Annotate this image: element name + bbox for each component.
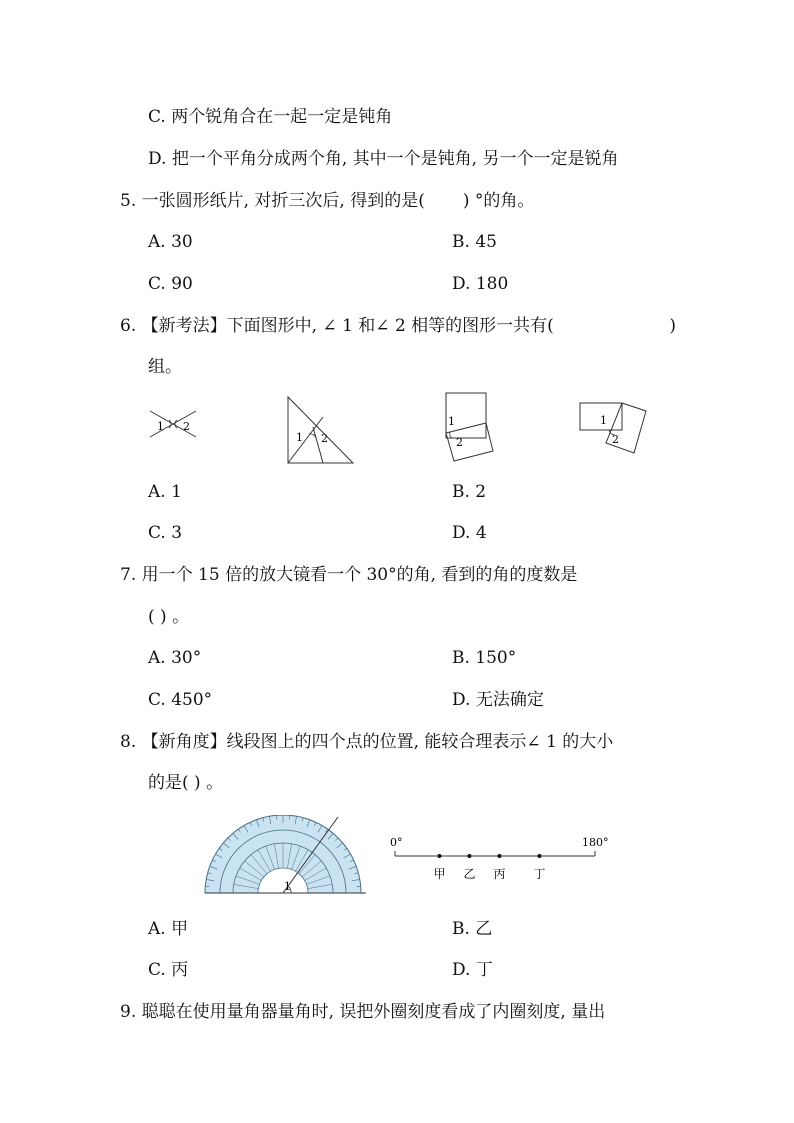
q6-figures — [148, 385, 688, 465]
q6-fig1-label-2: 2 — [183, 420, 190, 433]
q6-figure-2 — [288, 397, 353, 463]
q6-option-d[interactable]: D. 4 — [452, 523, 487, 543]
q6-fig3-label-1: 1 — [448, 415, 455, 428]
q8-option-c[interactable]: C. 丙 — [148, 960, 189, 980]
scale-point-label-4: 丁 — [533, 867, 546, 881]
q7-option-d[interactable]: D. 无法确定 — [452, 690, 544, 710]
q5-stem-start: 5. 一张圆形纸片, 对折三次后, 得到的是( — [120, 191, 425, 211]
q6-fig3-label-2: 2 — [456, 436, 463, 449]
q8-option-d[interactable]: D. 丁 — [452, 960, 493, 980]
q5-stem-end: ) °的角。 — [462, 191, 535, 211]
q5-option-a[interactable]: A. 30 — [148, 232, 193, 252]
q8-protractor — [200, 815, 370, 897]
scale-point-2 — [467, 854, 471, 858]
q5-option-b[interactable]: B. 45 — [452, 232, 497, 252]
q6-option-c[interactable]: C. 3 — [148, 523, 183, 543]
q8-stem: 8. 【新角度】线段图上的四个点的位置, 能较合理表示∠ 1 的大小 — [120, 732, 614, 752]
q6-figure-4 — [580, 403, 646, 453]
scale-point-label-1: 甲 — [433, 867, 446, 881]
scale-point-4 — [537, 854, 541, 858]
q5-stem — [120, 191, 534, 211]
q7-option-c[interactable]: C. 450° — [148, 690, 213, 710]
q6-stem-close-paren: ) — [669, 316, 676, 336]
protractor-angle-label: 1 — [284, 880, 291, 893]
q4-option-d: D. 把一个平角分成两个角, 其中一个是钝角, 另一个一定是锐角 — [148, 149, 619, 169]
q6-figure-1 — [150, 411, 196, 437]
scale-start-label: 0° — [390, 836, 403, 849]
q7-stem-cont: ( ) 。 — [148, 607, 190, 627]
q6-stem-start: 6. 【新考法】下面图形中, ∠ 1 和∠ 2 相等的图形一共有( — [120, 316, 554, 336]
q5-option-d[interactable]: D. 180 — [452, 274, 509, 294]
q6-fig4-label-2: 2 — [612, 433, 619, 446]
scale-point-label-3: 丙 — [493, 867, 506, 881]
q6-fig2-label-1: 1 — [296, 431, 303, 444]
scale-end-label: 180° — [582, 836, 609, 849]
q9-stem: 9. 聪聪在使用量角器量角时, 误把外圈刻度看成了内圈刻度, 量出 — [120, 1002, 606, 1022]
q6-fig4-label-1: 1 — [600, 414, 607, 427]
q6-stem-cont: 组。 — [148, 357, 182, 377]
q4-option-c: C. 两个锐角合在一起一定是钝角 — [148, 107, 393, 127]
q7-stem: 7. 用一个 15 倍的放大镜看一个 30°的角, 看到的角的度数是 — [120, 565, 578, 585]
q8-scale — [385, 832, 625, 887]
q5-option-c[interactable]: C. 90 — [148, 274, 193, 294]
q7-option-b[interactable]: B. 150° — [452, 648, 517, 668]
q8-stem-cont: 的是( ) 。 — [148, 773, 224, 793]
q6-option-b[interactable]: B. 2 — [452, 482, 487, 502]
q7-option-a[interactable]: A. 30° — [148, 648, 202, 668]
q6-fig1-label-1: 1 — [157, 420, 164, 433]
q8-option-a[interactable]: A. 甲 — [148, 919, 189, 939]
scale-point-label-2: 乙 — [463, 867, 476, 881]
scale-point-3 — [497, 854, 501, 858]
q8-option-b[interactable]: B. 乙 — [452, 919, 493, 939]
q6-option-a[interactable]: A. 1 — [148, 482, 182, 502]
q6-figure-3 — [446, 393, 493, 461]
q6-stem — [120, 316, 676, 336]
q6-fig2-label-2: 2 — [321, 432, 328, 445]
scale-point-1 — [437, 854, 441, 858]
